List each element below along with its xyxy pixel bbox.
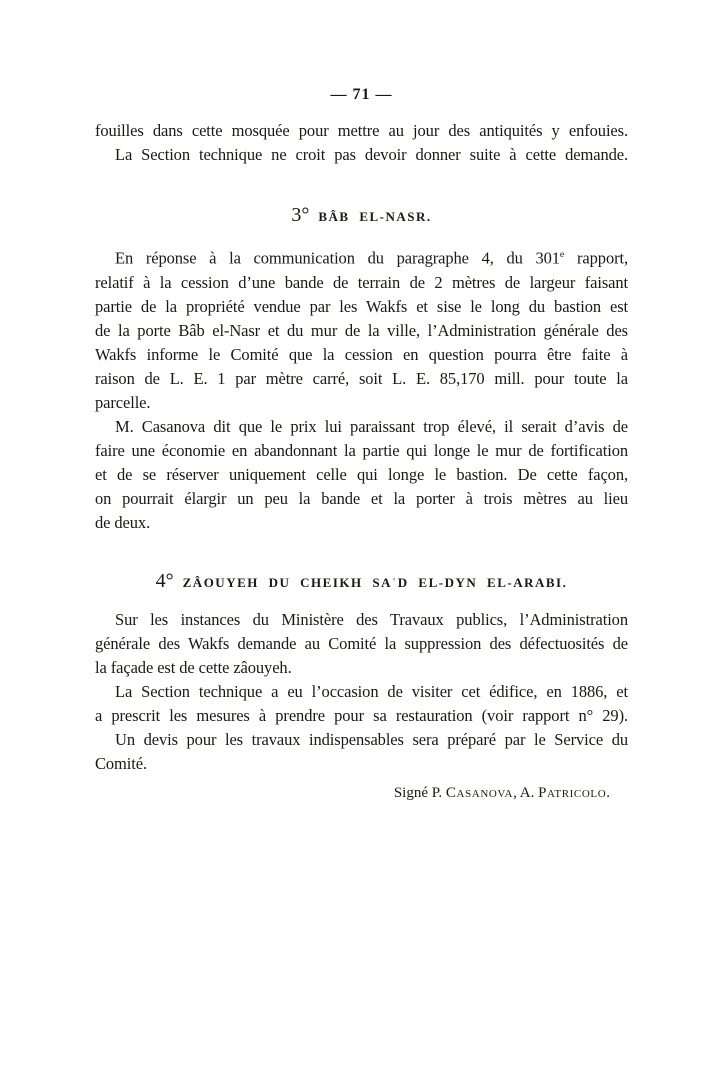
text-line: relatif à la cession d’une bande de terrain de 2 mètres de largeur faisant xyxy=(95,272,628,292)
signature-line xyxy=(95,783,628,803)
text-line: on pourrait élargir un peu la bande et la porter à trois mètres au lieu xyxy=(95,488,628,508)
text-line: fouilles dans cette mosquée pour mettre au jour des antiquités y enfouies. xyxy=(95,121,628,140)
text-line: raison de L. E. 1 par mètre carré, soit L. E. 85,170 mill. pour toute la xyxy=(95,368,628,388)
paragraph-zaouyeh-2 xyxy=(95,680,628,728)
text-run: rapport, xyxy=(564,248,628,268)
signature-name-casanova: Casanova xyxy=(445,784,514,801)
text-line: La Section technique a eu l’occasion de visiter cet édifice, en 1886, et xyxy=(115,681,628,701)
paragraph-bab-el-nasr-2 xyxy=(95,415,628,535)
text-line: La Section technique ne croit pas devoir donner suite à cette demande. xyxy=(115,145,628,164)
text-line: faire une économie en abandonnant la partie qui longe le mur de fortification xyxy=(95,440,628,460)
paragraph-continuation xyxy=(95,119,628,143)
text-line: partie de la propriété vendue par les Wakfs et sise le long du bastion est xyxy=(95,296,628,316)
section-4-numeral: 4° xyxy=(155,569,174,592)
text-line: générale des Wakfs demande au Comité la suppression des défectuosités de xyxy=(95,633,628,653)
ordinal-superscript: e xyxy=(559,249,565,260)
text-run: En réponse à la communication du paragraphe 4, du 301 xyxy=(115,248,560,268)
text-line: de la porte Bâb el-Nasr et du mur de la ville, l’Administration générale des xyxy=(95,320,628,340)
section-4-title: ZÂOUYEH DU CHEIKH SAʿD EL-DYN EL-ARABI. xyxy=(182,574,568,590)
paragraph-bab-el-nasr-1 xyxy=(95,243,628,415)
section-3-heading xyxy=(95,204,628,228)
paragraph-zaouyeh-3 xyxy=(95,728,628,776)
signature-separator: , A. xyxy=(513,784,539,801)
paragraph-zaouyeh-1 xyxy=(95,608,628,680)
signature-name-patricolo: Patricolo xyxy=(538,784,607,801)
section-3-title: BÂB EL-NASR. xyxy=(318,209,432,224)
paragraph-section-technique xyxy=(95,143,628,167)
text-line: Comité. xyxy=(95,753,148,773)
text-line: de deux. xyxy=(95,512,151,532)
text-line: a prescrit les mesures à prendre pour sa restauration (voir rapport n° 29). xyxy=(95,705,628,725)
text-line: Un devis pour les travaux indispensables sera préparé par le Service du xyxy=(115,729,628,749)
page-number: — 71 — xyxy=(330,86,393,103)
text-line: M. Casanova dit que le prix lui paraissant trop élevé, il serait d’avis de xyxy=(115,416,628,436)
text-line: Wakfs informe le Comité que la cession en question pourra être faite à xyxy=(95,344,628,364)
signature-prefix: Signé P. xyxy=(393,784,446,801)
text-line xyxy=(95,243,628,271)
text-line: Sur les instances du Ministère des Travaux publics, l’Administration xyxy=(115,609,628,629)
section-3-numeral: 3° xyxy=(291,204,310,226)
signature-period: . xyxy=(606,784,610,801)
text-line: et de se réserver uniquement celle qui longe le bastion. De cette façon, xyxy=(95,464,628,484)
text-line: parcelle. xyxy=(95,392,151,412)
section-4-heading xyxy=(95,570,628,594)
text-line: la façade est de cette zâouyeh. xyxy=(95,657,292,677)
